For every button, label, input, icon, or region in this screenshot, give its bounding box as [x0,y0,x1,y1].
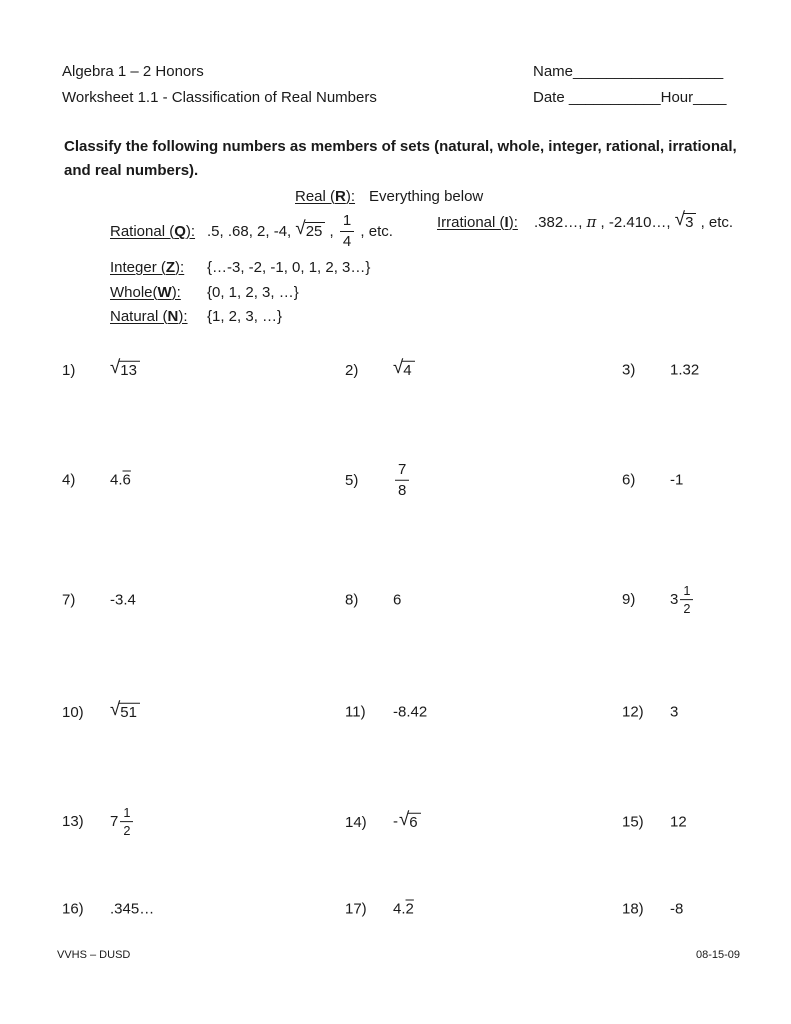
problem-item [62,355,140,380]
problem-value [110,806,135,838]
problem-number: 17) [345,900,367,918]
number-value: -8.42 [393,703,428,721]
example-text: .382…, [534,213,587,231]
instructions-line-2: and real numbers). [64,162,199,179]
problem-item [622,472,683,489]
radicand: 6 [408,813,420,832]
date-hour-fill-in-line: Date ___________Hour____ [533,89,727,106]
problem-item [345,355,415,380]
sqrt-expression [295,217,325,241]
number-value: -8 [670,900,684,918]
number-value: .345… [110,900,155,918]
radical-icon: √ [110,697,121,719]
set-label-post: ): [171,284,181,301]
decimal-prefix: 4. [393,900,406,918]
problem-item [62,806,135,838]
problem-item [622,814,687,831]
sqrt-expression [393,355,415,380]
example-text: , etc. [356,222,393,240]
problem-item [622,704,678,721]
problem-number: 8) [345,591,359,609]
problem-number: 2) [345,361,359,379]
set-label-pre: Natural ( [110,308,168,325]
real-set-description: Everything below [369,188,484,205]
problem-item [62,901,154,918]
sqrt-expression [110,355,140,380]
problem-number: 6) [622,471,636,489]
example-text: {1, 2, 3, …} [207,308,283,325]
problem-item [622,584,695,616]
whole-part: 3 [670,591,679,609]
fraction [340,213,354,250]
minus-sign: - [393,812,398,830]
number-value: 6 [393,591,402,609]
instructions-line-1: Classify the following numbers as members of sets (natural, whole, integer, rational, irrational, [64,138,737,155]
set-examples [207,308,282,325]
problem-number: 11) [345,703,366,721]
repeating-decimal [393,901,414,918]
problem-value [393,807,421,832]
set-examples [207,284,299,301]
problem-value [393,901,414,918]
problem-number: 16) [62,900,84,918]
set-label [110,223,204,240]
real-set-label [295,188,355,205]
repeating-digit: 6 [122,471,131,489]
problem-value [110,592,136,609]
problem-item [345,901,414,918]
pi-symbol: π [586,213,597,232]
set-label-pre: Rational ( [110,222,175,240]
radicand: 13 [119,361,140,380]
radical-icon: √ [295,217,306,238]
real-label-post: ): [345,188,356,205]
problem-item [62,697,140,722]
denominator: 2 [680,600,693,616]
set-label [110,259,204,276]
problem-item [62,592,136,609]
set-label-post: ): [185,222,196,240]
sqrt-expression [393,807,421,832]
repeating-digit: 2 [405,900,414,918]
integer-set-definition [110,259,370,276]
problem-value [670,472,683,489]
name-fill-in-line: Name__________________ [533,63,724,80]
number-value: 1.32 [670,361,700,379]
problem-value [393,355,415,380]
mixed-number [110,806,135,838]
set-examples [207,213,393,250]
set-label-pre: Whole( [110,284,158,301]
problem-number: 5) [345,471,359,489]
problem-number: 4) [62,471,76,489]
radicand: 25 [305,222,326,241]
repeating-decimal [110,472,131,489]
example-text: {…-3, -2, -1, 0, 1, 2, 3…} [207,259,371,276]
problem-value [670,901,683,918]
denominator: 8 [395,480,409,499]
radicand: 3 [684,213,696,232]
set-label-letter: Q [174,222,186,240]
set-label-letter: W [157,284,172,301]
problem-number: 12) [622,703,644,721]
problem-item [345,807,421,832]
radical-icon: √ [110,355,121,377]
problem-value [670,362,699,379]
set-label [110,308,204,325]
number-value: -1 [670,471,684,489]
whole-set-definition [110,284,299,301]
course-title: Algebra 1 – 2 Honors [62,63,204,80]
number-value: 3 [670,703,679,721]
denominator: 2 [120,822,133,838]
set-label-letter: N [167,308,179,325]
real-set-definition [295,188,483,205]
problem-item [622,901,683,918]
set-label-post: ): [508,213,518,231]
set-label-pre: Irrational ( [437,213,505,231]
numerator: 1 [342,212,352,229]
problem-value [393,592,401,609]
number-value: 12 [670,813,687,831]
numerator: 1 [683,583,691,599]
set-label-post: ): [175,259,185,276]
decimal-prefix: 4. [110,471,123,489]
set-label-pre: Integer ( [110,259,166,276]
problem-number: 10) [62,703,84,721]
sqrt-expression [110,697,140,722]
problem-item [622,362,699,379]
numerator: 7 [398,460,407,478]
footer-school-district: VVHS – DUSD [57,949,131,961]
footer-date: 08-15-09 [695,949,740,961]
problem-value [670,814,687,831]
problem-item [62,472,131,489]
example-text: .5, .68, 2, -4, [207,222,296,240]
radicand: 4 [402,361,414,380]
problem-number: 3) [622,361,636,379]
set-label [110,284,204,301]
problem-item [345,462,411,499]
denominator: 4 [340,231,354,250]
problem-number: 13) [62,813,84,831]
radical-icon: √ [393,355,404,377]
problem-value [110,472,131,489]
number-value: -3.4 [110,591,136,609]
example-text: {0, 1, 2, 3, …} [207,284,299,301]
problem-value [110,697,140,722]
whole-part: 7 [110,813,119,831]
example-text: , [325,222,338,240]
problem-value [393,462,411,499]
problem-value [110,355,140,380]
sqrt-expression [674,208,697,232]
radical-icon: √ [399,807,410,829]
example-text: , etc. [696,213,734,231]
rational-set-definition [110,213,393,250]
problem-number: 15) [622,813,644,831]
set-label [437,214,531,231]
fraction [680,584,693,616]
problem-value [110,901,154,918]
set-label-letter: I [504,213,509,231]
problem-number: 14) [345,813,367,831]
problem-number: 18) [622,900,644,918]
numerator: 1 [123,805,131,821]
real-label-pre: Real ( [295,188,336,205]
set-examples [207,259,370,276]
fraction [120,806,133,838]
problem-value [670,704,678,721]
fraction [395,462,409,499]
set-label-letter: Z [165,259,176,276]
problem-item [345,704,427,721]
problem-number: 1) [62,361,76,379]
problem-item [345,592,401,609]
irrational-set-definition [437,208,734,232]
problem-value [670,584,695,616]
natural-set-definition [110,308,282,325]
problem-number: 9) [622,591,636,609]
example-text: , -2.410…, [596,213,675,231]
set-label-post: ): [178,308,188,325]
problem-number: 7) [62,591,76,609]
mixed-number [670,584,695,616]
worksheet-title: Worksheet 1.1 - Classification of Real Numbers [62,89,377,106]
real-label-letter: R [335,188,346,205]
radicand: 51 [119,703,140,722]
set-examples [534,208,734,232]
radical-icon: √ [674,208,686,229]
problem-value [393,704,427,721]
